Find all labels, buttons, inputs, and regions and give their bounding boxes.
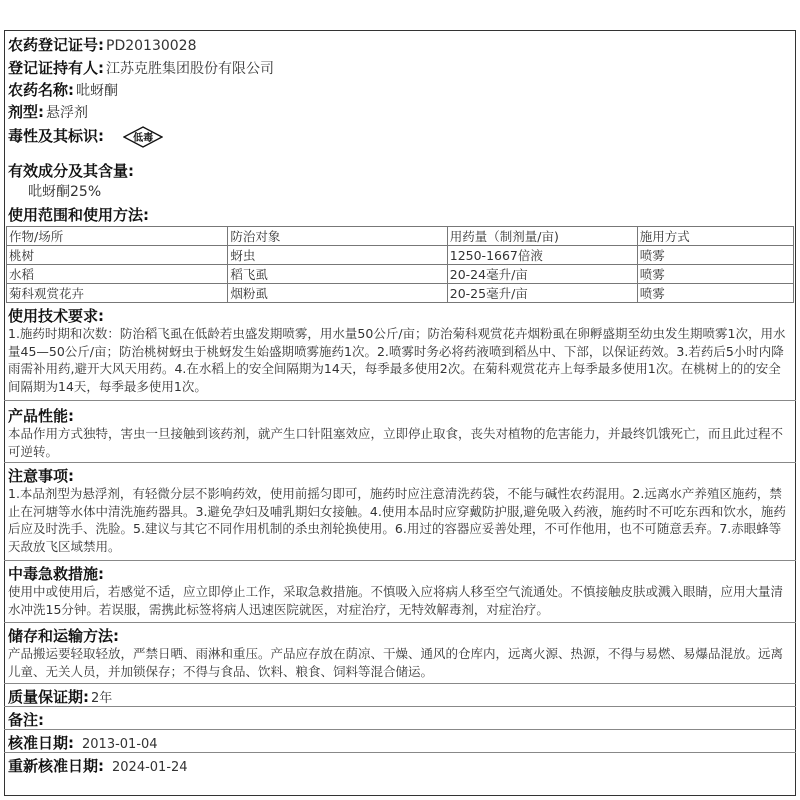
cautions-section-title: 注意事项: [8, 467, 74, 485]
cell-method: 喷雾 [637, 284, 793, 303]
tech-section-title: 使用技术要求: [8, 307, 104, 325]
shelf-life-value: 2年 [91, 691, 113, 706]
cell-crop: 菊科观赏花卉 [7, 284, 228, 303]
cell-method: 喷雾 [637, 246, 793, 265]
cell-crop: 水稻 [7, 265, 228, 284]
divider [4, 462, 796, 463]
cell-target: 烟粉虱 [228, 284, 447, 303]
toxicity-label: 毒性及其标识: [8, 127, 104, 145]
holder-value: 江苏克胜集团股份有限公司 [106, 61, 274, 77]
header-crop: 作物/场所 [7, 227, 228, 246]
divider [4, 729, 796, 730]
pesticide-name-label: 农药名称: [8, 81, 74, 99]
registration-number-label: 农药登记证号: [8, 36, 104, 54]
header-target: 防治对象 [228, 227, 447, 246]
storage-section-title: 储存和运输方法: [8, 627, 119, 645]
divider [4, 560, 796, 561]
cell-target: 蚜虫 [228, 246, 447, 265]
cell-method: 喷雾 [637, 265, 793, 284]
pesticide-name-row [8, 79, 794, 100]
table-row [7, 246, 794, 265]
approval-date-row [8, 732, 794, 753]
table-row [7, 284, 794, 303]
registration-number-value: PD20130028 [106, 38, 197, 54]
divider [4, 400, 796, 401]
cell-target: 稻飞虱 [228, 265, 447, 284]
remarks-label: 备注: [8, 711, 44, 729]
holder-label: 登记证持有人: [8, 59, 104, 77]
performance-section-title: 产品性能: [8, 407, 74, 425]
table-row [7, 265, 794, 284]
usage-section-title: 使用范围和使用方法: [8, 206, 149, 224]
ingredient-value-row [26, 181, 794, 201]
divider [4, 622, 796, 623]
divider [4, 752, 796, 753]
header-dosage: 用药量（制剂量/亩) [447, 227, 637, 246]
approval-date-label: 核准日期: [8, 734, 74, 752]
low-toxicity-badge-icon [123, 126, 163, 148]
formulation-label: 剂型: [8, 103, 44, 121]
remarks-row [8, 709, 794, 730]
cell-crop: 桃树 [7, 246, 228, 265]
reapproval-date-row [8, 755, 794, 776]
tech-section-text: 1.施药时期和次数：防治稻飞虱在低龄若虫盛发期喷雾，用水量50公斤/亩；防治菊科观赏花卉烟粉虱在卵孵盛期至幼虫发生期喷雾1次，用水量45—50公斤/亩；防治桃树蚜虫于桃蚜发生始盛期喷雾施药1次。2.喷雾时务必将药液喷到稻丛中、下部，以保证药效。3.若药后5小时内降雨需补用药,避开大风天用药。4.在水稻上的安全间隔期为14天，每季最多使用2次。在菊科观赏花卉上每季最多使用1次。在桃树上的的安全间隔期为14天，每季最多使用1次。 [8, 326, 786, 394]
usage-table-header [7, 227, 794, 246]
formulation-value: 悬浮剂 [46, 105, 88, 121]
storage-section-text: 产品搬运要轻取轻放，严禁日晒、雨淋和重压。产品应存放在荫凉、干燥、通风的仓库内，远离火源、热源，不得与易燃、易爆品混放。远离儿童、无关人员，并加锁保存；不得与食品、饮料、粮食、饲料等混合储运。 [8, 646, 784, 679]
cell-dosage: 20-25毫升/亩 [447, 284, 637, 303]
toxicity-badge-text: 低毒 [133, 132, 154, 144]
firstaid-section-title: 中毒急救措施: [8, 565, 104, 583]
toxicity-row [8, 125, 794, 148]
cell-dosage: 20-24毫升/亩 [447, 265, 637, 284]
formulation-row [8, 101, 794, 122]
cautions-section-text: 1.本品剂型为悬浮剂，有轻微分层不影响药效，使用前摇匀即可，施药时应注意清洗药袋，不能与碱性农药混用。2.远离水产养殖区施药，禁止在河塘等水体中清洗施药器具。3.避免孕妇及哺乳期妇女接触。4.使用本品时应穿戴防护服,避免吸入药液，施药时不可吃东西和饮水，施药后应及时洗手、洗脸。5.建议与其它不同作用机制的杀虫剂轮换使用。6.用过的容器应妥善处理，不可作他用，也不可随意丢弃。7.赤眼蜂等天敌放飞区域禁用。 [8, 486, 786, 554]
approval-date-value: 2013-01-04 [82, 737, 158, 752]
ingredient-label: 有效成分及其含量: [8, 162, 134, 180]
reapproval-date-value: 2024-01-24 [112, 760, 188, 775]
shelf-life-row [8, 686, 794, 707]
shelf-life-label: 质量保证期: [8, 688, 89, 706]
registration-number-row [8, 34, 794, 55]
ingredient-heading-row [8, 160, 794, 181]
divider [4, 683, 796, 684]
firstaid-section-text: 使用中或使用后，若感觉不适，应立即停止工作，采取急救措施。不慎吸入应将病人移至空气流通处。不慎接触皮肤或溅入眼睛，应用大量清水冲洗15分钟。若误服，需携此标签将病人迅速医院就医，对症治疗，无特效解毒剂，对症治疗。 [8, 584, 784, 617]
ingredient-value: 吡蚜酮25% [28, 184, 102, 200]
cell-dosage: 1250-1667倍液 [447, 246, 637, 265]
performance-section-text: 本品作用方式独特，害虫一旦接触到该药剂，就产生口针阻塞效应，立即停止取食，丧失对植物的危害能力，并最终饥饿死亡，而且此过程不可逆转。 [8, 426, 784, 459]
holder-row [8, 57, 794, 78]
divider [4, 706, 796, 707]
header-method: 施用方式 [637, 227, 793, 246]
usage-table [6, 226, 794, 303]
pesticide-name-value: 吡蚜酮 [76, 83, 118, 99]
reapproval-date-label: 重新核准日期: [8, 757, 104, 775]
